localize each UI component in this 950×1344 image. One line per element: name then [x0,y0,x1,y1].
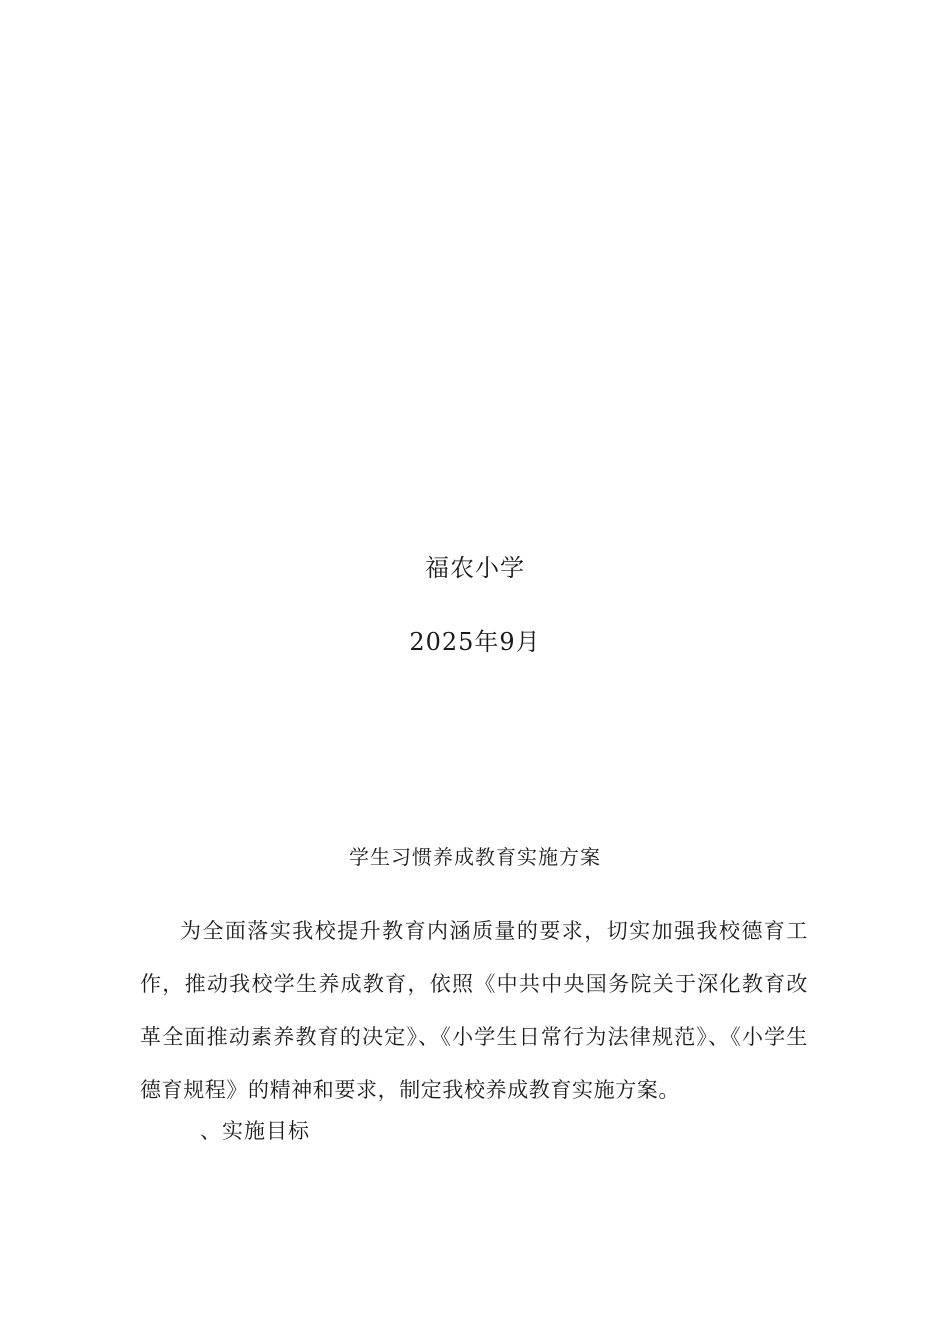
school-name: 福农小学 [425,554,525,582]
section-heading-goals: 、实施目标 [200,1119,310,1143]
document-date: 2025年9月 [409,628,541,656]
document-title: 学生习惯养成教育实施方案 [349,845,601,869]
intro-paragraph: 为全面落实我校提升教育内涵质量的要求，切实加强我校德育工作，推动我校学生养成教育，依照《中共中央国务院关于深化教育改革全面推动素养教育的决定》、《小学生日常行为法律规范》、《小学生 德育规程》的精神和要求，制定我校养成教育实施方案。 [140,919,808,1102]
